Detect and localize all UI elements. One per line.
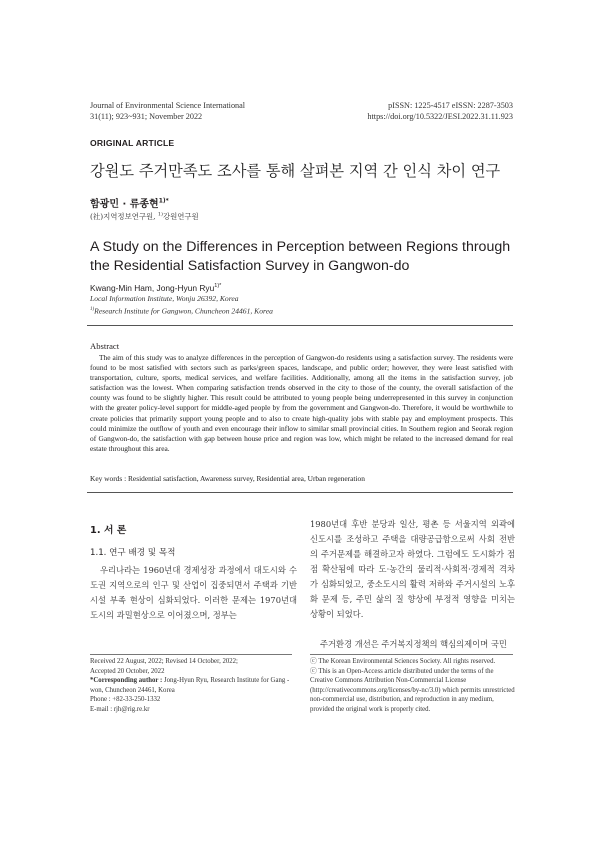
keywords-label: Key words : xyxy=(90,474,128,483)
korean-affiliations xyxy=(90,211,199,222)
footnote-divider-right xyxy=(310,654,513,655)
article-type: ORIGINAL ARTICLE xyxy=(90,138,175,148)
phone: Phone : +82-33-250-1332 xyxy=(90,696,161,704)
section-heading: 1. 서 론 xyxy=(90,525,127,536)
divider-top xyxy=(87,325,513,326)
footnote-dates-contact xyxy=(90,657,300,715)
korean-affil-2: 강원연구원 xyxy=(162,212,199,221)
copyright-line: ⓒ The Korean Environmental Sciences Society. All rights reserved. xyxy=(310,658,496,665)
journal-info xyxy=(90,100,245,122)
english-author-sup: 1)* xyxy=(214,283,222,290)
abstract-text: The aim of this study was to analyze differences in the perception of Gangwon-do residents using a satisfaction survey. The residents were found to be most satisfied with sectors such as parks/green spaces, landscape, and public order; however, they were least satisfied with transportation, culture, sports, medical services, and welfare facilities. Additionally, among all the items in the satisfaction survey, job satisfaction was the lowest. When comparing satisfaction trends observed in the city to those of the county, the overall satisfaction of the county was found to be slightly higher. This result could be attributed to young people being underrepresented in this survey in conjunction with the greater policy-level support for middle-aged people by from the government and Gangwon-do. Therefore, it would be worthwhile to create policies that primarily support young people and to also to create high-quality jobs with stable pay and employment prospects. This could minimize the outflow of youth and even encourage their inflow to similar small provincial cities. In Southern region and Seorak region of Gangwon-do, the satisfaction with gap between house price and region was low, which might be related to the increased demand for real estate throughout this area. xyxy=(90,353,513,453)
korean-affil-1: (社)지역정보연구원, xyxy=(90,212,158,221)
accepted-label: Accepted xyxy=(90,667,116,675)
english-author-names: Kwang-Min Ham, Jong-Hyun Ryu xyxy=(90,283,215,293)
keywords xyxy=(90,474,513,483)
abstract-body xyxy=(90,353,513,454)
divider-middle xyxy=(87,492,513,493)
journal-identifiers xyxy=(367,100,513,122)
footnote-divider-left xyxy=(90,654,292,655)
english-authors xyxy=(90,283,221,293)
journal-doi[interactable]: https://doi.org/10.5322/JESI.2022.31.11.923 xyxy=(367,112,513,121)
english-affil-1: Local Information Institute, Wonju 26392, Korea xyxy=(90,294,239,303)
english-affiliations xyxy=(90,294,273,317)
journal-issn: pISSN: 1225-4517 eISSN: 2287-3503 xyxy=(388,101,513,110)
license-text: ⓒ This is an Open-Access article distributed under the terms of the Creative Commons Attribution Non-Commercial License (http://creativecommons.org/licenses/by-nc/3.0) which permits unrestricted non-commercial use, distribution, and reproduction in any medium, provided the original work is properly cited. xyxy=(310,667,515,713)
corresponding-author xyxy=(90,676,300,695)
footnote-license xyxy=(310,657,515,715)
korean-author-names: 함광민 · 류종현 xyxy=(90,199,159,210)
korean-authors xyxy=(90,195,169,210)
received-label: Received xyxy=(90,658,116,665)
journal-name: Journal of Environmental Science International xyxy=(90,101,246,110)
body-right-paragraph-2: 주거환경 개선은 주거복지정책의 핵심의제이며 국민 xyxy=(320,639,507,649)
korean-title: 강원도 주거만족도 조사를 통해 살펴본 지역 간 인식 차이 연구 xyxy=(90,162,501,180)
dates-line xyxy=(90,657,300,667)
corresponding-text: Jong-Hyun Ryu, Research Institute for Gang -won, Chuncheon 24461, Korea xyxy=(90,677,290,694)
english-affil-2: Research Institute for Gangwon, Chuncheon 24461, Korea xyxy=(94,306,273,316)
accepted-date: 20 October, 2022 xyxy=(117,667,165,675)
korean-affil-2-sup: 1) xyxy=(157,211,163,218)
corresponding-label: *Corresponding author : xyxy=(90,677,163,685)
keywords-list: Residential satisfaction, Awareness survey, Residential area, Urban regeneration xyxy=(127,474,365,483)
subsection-heading: 1.1. 연구 배경 및 목적 xyxy=(90,548,176,558)
received-date: 22 August, 2022; xyxy=(117,658,166,665)
journal-issue: 31(11); 923~931; November 2022 xyxy=(90,112,203,121)
abstract-heading: Abstract xyxy=(90,341,120,351)
accepted-line xyxy=(90,667,300,677)
english-title: A Study on the Differences in Perception between Regions through the Residential Satisfaction Survey in Gangwon-do xyxy=(90,239,511,274)
body-right-paragraph-1: 1980년대 후반 분당과 일산, 평촌 등 서울지역 외곽에 신도시를 조성하고 주택을 대량공급함으로써 사회 전반의 주거문제를 해결하고자 하였다. 그럼에도 도시화가 점점 확산됨에 따라 도·농간의 물리적·사회적·경제적 격차가 심화되었고, 중소도시의 활력 저하와 주거시설의 노후화 문제 등, 주민 삶의 질 향상에 부정적 영향을 미치는 상황이 되었다. xyxy=(310,519,515,619)
body-left-paragraph: 우리나라는 1960년대 경제성장 과정에서 대도시와 수도권 지역으로의 인구 및 산업이 집중되면서 주택과 기반시설 부족 현상이 심화되었다. 이러한 문제는 1970년대 도시의 과밀현상으로 이어졌으며, 정부는 xyxy=(90,565,297,620)
revised-label: Revised xyxy=(165,658,188,665)
email[interactable]: E-mail : rjh@rig.re.kr xyxy=(90,705,150,713)
english-affil-2-line xyxy=(90,305,273,317)
english-affil-2-sup: 1) xyxy=(90,306,95,312)
korean-author-sup: 1)* xyxy=(158,197,169,205)
revised-date: 14 October, 2022; xyxy=(188,658,238,665)
